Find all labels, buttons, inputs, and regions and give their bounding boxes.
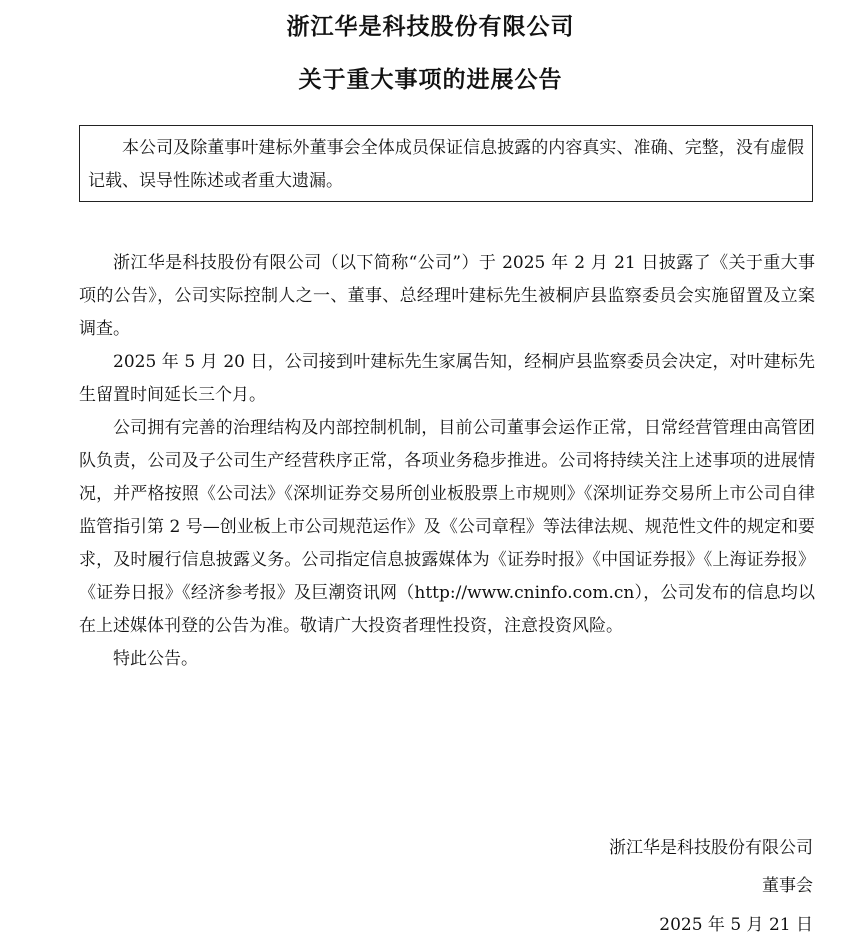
paragraph-governance: 公司拥有完善的治理结构及内部控制机制，目前公司董事会运作正常，日常经营管理由高管团队负责，公司及子公司生产经营秩序正常，各项业务稳步推进。公司将持续关注上述事项的进展情况，并严格按照《公司法》《深圳证券交易所创业板股票上市规则》《深圳证券交易所上市公司自律监管指引第 2 号—创业板上市公司规范运作》及《公司章程》等法律法规、规范性文件的规定和要求，及时履行信息披露义务。公司指定信息披露媒体为《证券时报》《中国证券报》《上海证券报》《证券日报》《经济参考报》及巨潮资讯网（http://www.cninfo.com.cn），公司发布的信息均以在上述媒体刊登的公告为准。敬请广大投资者理性投资，注意投资风险。 [79,418,815,636]
signature-date: 2025 年 5 月 21 日 [659,915,813,935]
disclaimer-box: 本公司及除董事叶建标外董事会全体成员保证信息披露的内容真实、准确、完整，没有虚假记载、误导性陈述或者重大遗漏。 [79,125,813,202]
signature-company: 浙江华是科技股份有限公司 [609,838,813,858]
paragraph-extension: 2025 年 5 月 20 日，公司接到叶建标先生家属告知，经桐庐县监察委员会决定，对叶建标先生留置时间延长三个月。 [79,352,815,405]
announcement-title: 关于重大事项的进展公告 [298,67,563,93]
paragraph-closing: 特此公告。 [113,649,198,669]
announcement-body [79,247,815,676]
company-title: 浙江华是科技股份有限公司 [286,14,575,40]
paragraph-disclosure: 浙江华是科技股份有限公司（以下简称“公司”）于 2025 年 2 月 21 日披露了《关于重大事项的公告》，公司实际控制人之一、董事、总经理叶建标先生被桐庐县监察委员会实施留置及立案调查。 [79,253,815,339]
signature-board: 董事会 [762,876,813,896]
